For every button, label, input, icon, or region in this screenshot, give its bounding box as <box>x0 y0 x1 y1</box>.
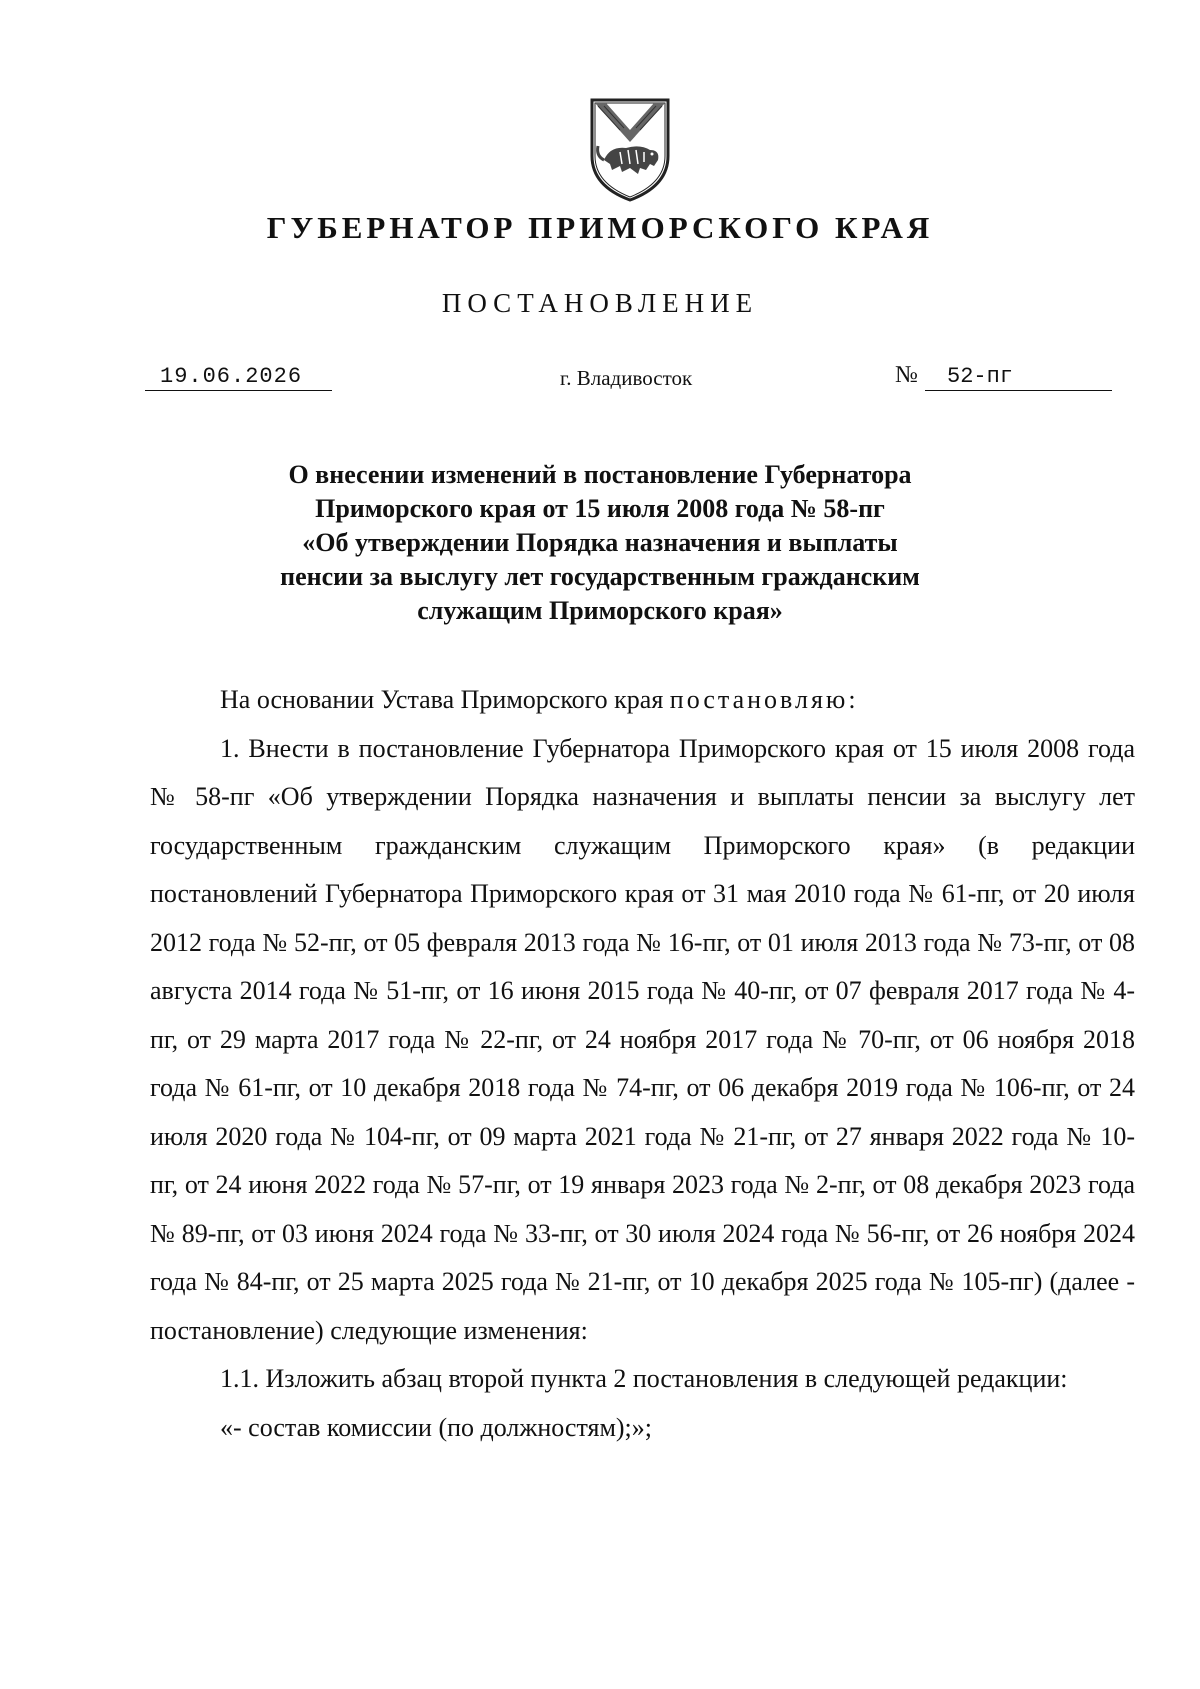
document-title <box>200 458 1000 628</box>
preamble <box>150 676 1135 725</box>
document-type: ПОСТАНОВЛЕНИЕ <box>441 288 759 318</box>
paragraph-item-1: 1. Внести в постановление Губернатора Приморского края от 15 июля 2008 года № 58-пг «Об утверждении Порядка назначения и выплаты пенсии за выслугу лет государственным гражданским служащим Приморского края» (в редакции постановлений Губернатора Приморского края от 31 мая 2010 года № 61-пг, от 20 июля 2012 года № 52-пг, от 05 февраля 2013 года № 16-пг, от 01 июля 2013 года № 73-пг, от 08 августа 2014 года № 51-пг, от 16 июня 2015 года № 40-пг, от 07 февраля 2017 года № 4-пг, от 29 марта 2017 года № 22-пг, от 24 ноября 2017 года № 70-пг, от 06 ноября 2018 года № 61-пг, от 10 декабря 2018 года № 74-пг, от 06 декабря 2019 года № 106-пг, от 24 июля 2020 года № 104-пг, от 09 марта 2021 года № 21-пг, от 27 января 2022 года № 10-пг, от 24 июня 2022 года № 57-пг, от 19 января 2023 года № 2-пг, от 08 декабря 2023 года № 89-пг, от 03 июня 2024 года № 33-пг, от 30 июля 2024 года № 56-пг, от 26 ноября 2024 года № 84-пг, от 25 марта 2025 года № 21-пг, от 10 декабря 2025 года № 105-пг) (далее - постановление) следующие изменения: <box>150 733 1135 1345</box>
paragraph-item-1-1: 1.1. Изложить абзац второй пункта 2 постановления в следующей редакции: <box>220 1364 1068 1393</box>
preamble-resolve: постановляю: <box>669 685 859 714</box>
document-number: 52-пг <box>925 364 1112 391</box>
coat-of-arms-icon <box>580 94 680 204</box>
document-date: 19.06.2026 <box>145 364 332 391</box>
title-line: «Об утверждении Порядка назначения и выплаты <box>302 528 898 557</box>
number-sign: № <box>895 362 918 388</box>
title-line: пенсии за выслугу лет государственным гражданским <box>280 562 920 591</box>
title-line: О внесении изменений в постановление Губернатора <box>288 460 912 489</box>
paragraph-quote: «- состав комиссии (по должностям);»; <box>220 1412 653 1442</box>
document-city: г. Владивосток <box>560 366 693 390</box>
preamble-text: На основании Устава Приморского края <box>220 685 670 714</box>
document-body <box>150 676 1135 1452</box>
title-line: служащим Приморского края» <box>417 596 783 625</box>
organization-title: ГУБЕРНАТОР ПРИМОРСКОГО КРАЯ <box>266 210 934 245</box>
title-line: Приморского края от 15 июля 2008 года № 58-пг <box>315 494 885 523</box>
